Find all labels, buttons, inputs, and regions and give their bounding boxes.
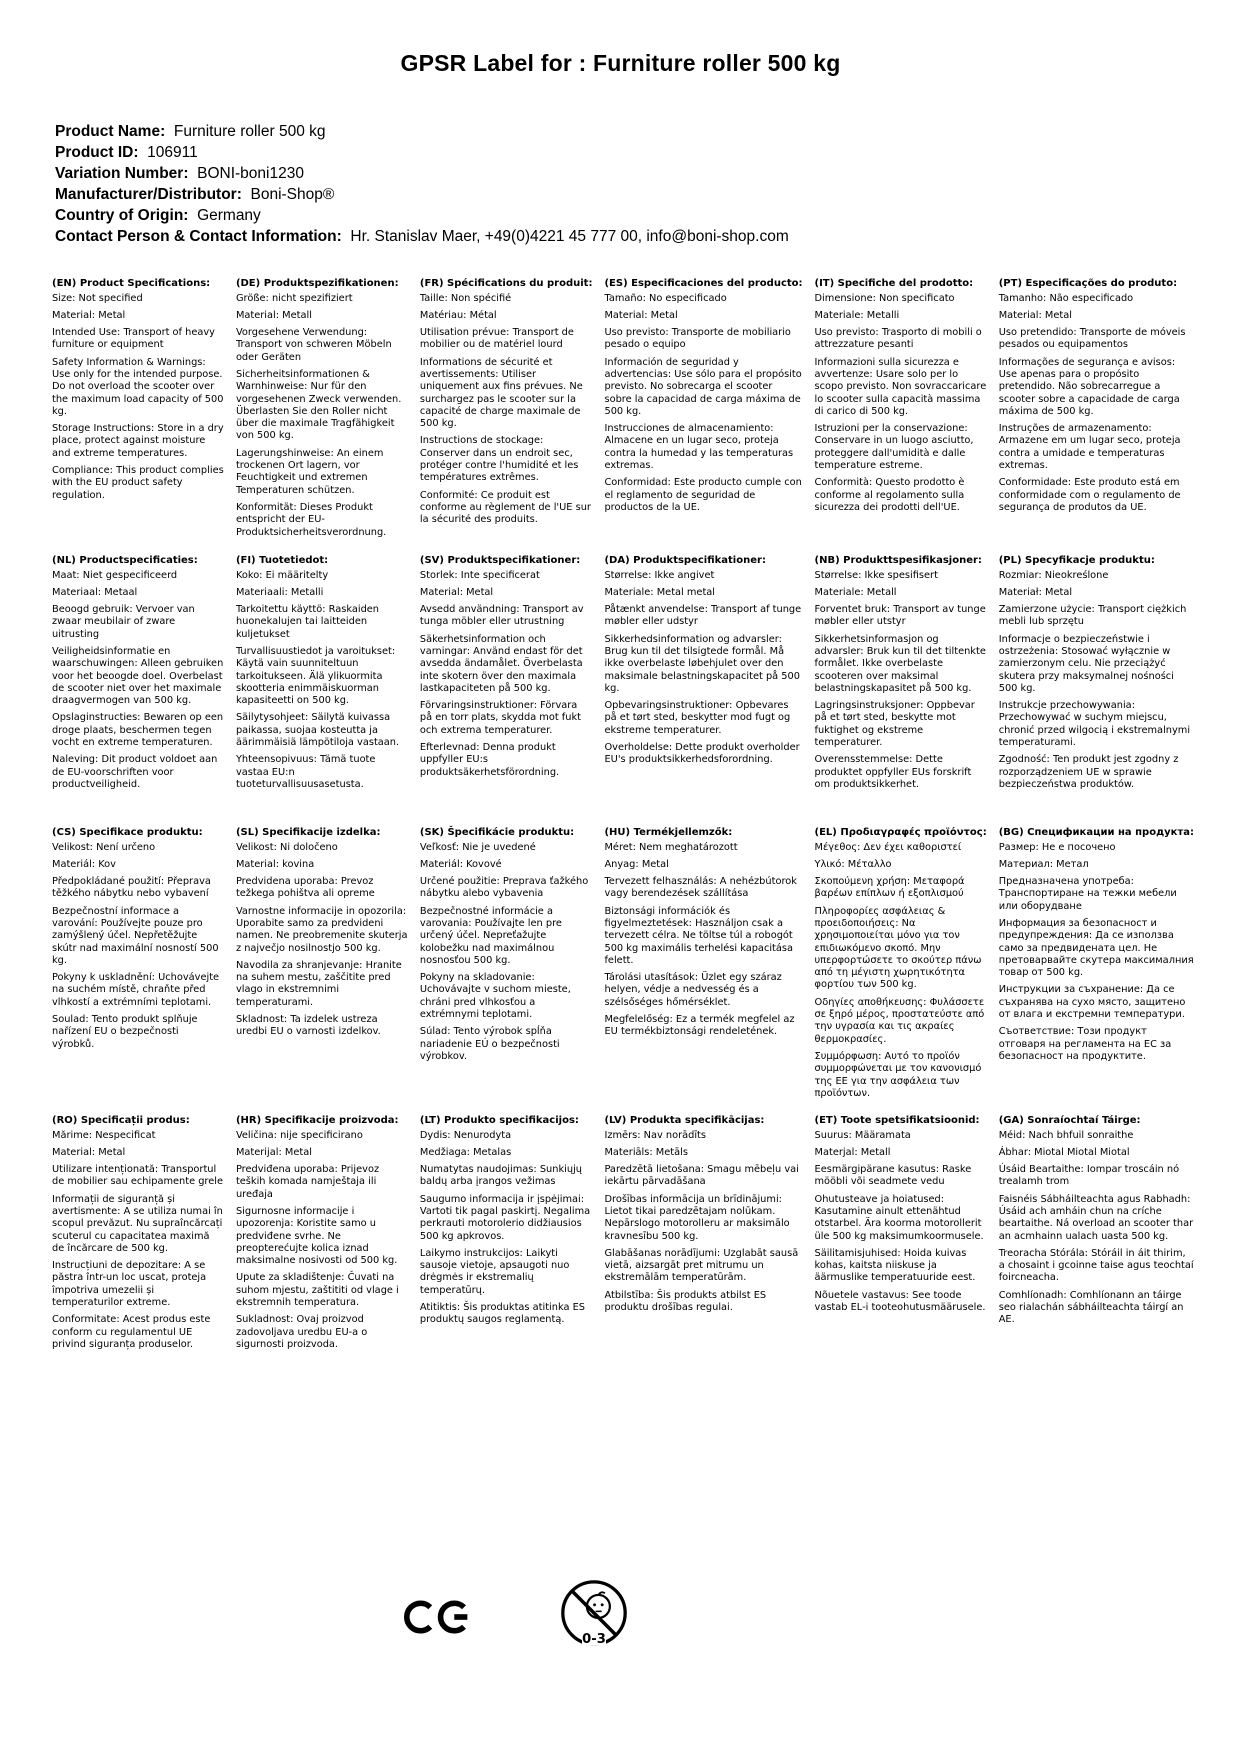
section-paragraph: Conformitate: Acest produs este conform cu regulamentul UE privind siguranța produselor. <box>52 1314 211 1350</box>
section-paragraph: Πληροφορίες ασφάλειας & προειδοποιήσεις: Να χρησιμοποιείται μόνο για τον επιδιωκόμενο σκοπό. Μην υπερφορτώσετε το σκούτερ πάνω από τη μέγιστη χωρητικότητα φορτίου των 500 kg. <box>814 905 982 991</box>
spec-section-cs <box>52 827 224 1056</box>
section-paragraph: Megfelelőség: Ez a termék megfelel az EU termékbiztonsági rendeletének. <box>604 1014 795 1038</box>
section-paragraph: Säkerhetsinformation och varningar: Använd endast för det avsedda ändamålet. Överbelasta inte skotern över den maximala lastkapaciteten på 500 kg. <box>419 633 583 694</box>
section-paragraph: Eesmärgipärane kasutus: Raske mööbli või seadmete vedu <box>814 1164 972 1188</box>
section-paragraph: Lagringsinstruksjoner: Oppbevar på et tørt sted, beskytte mot fuktighet og ekstreme temperaturer. <box>814 700 975 749</box>
section-title: (IT) Specifiche del prodotto: <box>814 278 974 289</box>
section-paragraph: Rozmiar: Nieokreślone <box>998 569 1109 581</box>
section-paragraph: Materiale: Metalli <box>814 309 900 321</box>
section-paragraph: Sikkerhetsinformasjon og advarsler: Bruk kun til det tiltenkte formålet. Ikke overbelaste scooteren over maksimal belastningskapasitet på 500 kg. <box>814 633 986 694</box>
section-paragraph: Størrelse: Ikke angivet <box>604 569 715 581</box>
section-paragraph: Uso previsto: Trasporto di mobili o attrezzature pesanti <box>814 327 982 351</box>
section-paragraph: Vorgesehene Verwendung: Transport von schweren Möbeln oder Geräten <box>235 327 392 363</box>
spec-section-hu <box>604 827 802 1044</box>
section-paragraph: Materiaal: Metaal <box>52 586 138 598</box>
section-paragraph: Konformität: Dieses Produkt entspricht der EU-Produktsicherheitsverordnung. <box>235 501 387 538</box>
section-paragraph: Treoracha Stórála: Stóráil in áit thirim, a chosaint i gcoinne taise agus teochtaí foircneacha. <box>998 1247 1194 1284</box>
section-paragraph: Anyag: Metal <box>604 858 669 870</box>
section-paragraph: Efterlevnad: Denna produkt uppfyller EU:s produktsäkerhetsförordning. <box>419 742 560 778</box>
page-title: GPSR Label for : Furniture roller 500 kg <box>400 50 841 76</box>
section-title: (RO) Specificații produs: <box>52 1115 190 1126</box>
section-paragraph: Размер: Не е посочено <box>998 841 1116 853</box>
section-paragraph: Drošības informācija un brīdinājumi: Lietot tikai paredzētajam nolūkam. Nepārslogo motorolleru ar maksimālo kravnesību 500 kg. <box>604 1193 790 1242</box>
section-paragraph: Zgodność: Ten produkt jest zgodny z rozporządzeniem UE w sprawie bezpieczeństwa produktów. <box>998 754 1179 790</box>
spec-section-bg <box>999 827 1194 1068</box>
section-paragraph: Материал: Метал <box>998 858 1089 870</box>
section-paragraph: Určené použitie: Preprava ťažkého nábytku alebo vybavenia <box>419 876 589 900</box>
section-paragraph: Material: Metal <box>998 309 1072 321</box>
spec-section-es <box>604 278 802 519</box>
section-title: (BG) Спецификации на продукта: <box>998 827 1194 838</box>
section-paragraph: Suurus: Määramata <box>814 1129 911 1141</box>
spec-section-sk <box>420 827 593 1068</box>
section-paragraph: Säilytysohjeet: Säilytä kuivassa paikassa, suojaa kosteutta ja äärimmäisiä lämpötiloja vastaan. <box>235 712 400 749</box>
spec-section-de <box>236 278 408 544</box>
section-paragraph: Påtænkt anvendelse: Transport af tunge møbler eller udstyr <box>604 604 802 628</box>
section-paragraph: Conformidade: Este produto está em conformidade com o regulamento de segurança de produtos da UE. <box>998 477 1181 513</box>
section-paragraph: Materiale: Metall <box>814 586 897 598</box>
product-field-label: Variation Number: <box>55 165 189 182</box>
section-paragraph: Tarkoitettu käyttö: Raskaiden huonekalujen tai laitteiden kuljetukset <box>235 604 380 640</box>
product-field-label: Product Name: <box>55 123 166 140</box>
product-field-value: Boni-Shop® <box>241 186 335 203</box>
section-paragraph: Sicherheitsinformationen & Warnhinweise: Nur für den vorgesehenen Zweck verwenden. Überlasten Sie den Roller nicht über die maximale Tragfähigkeit von 500 kg. <box>235 368 402 442</box>
section-title: (DE) Produktspezifikationen: <box>235 278 399 289</box>
section-paragraph: Upute za skladištenje: Čuvati na suhom mjestu, zaštititi od vlage i ekstremnih temperatura. <box>235 1272 399 1309</box>
section-paragraph: Úsáid Beartaithe: Iompar troscáin nó trealamh trom <box>998 1164 1180 1188</box>
section-paragraph: Méid: Nach bhfuil sonraithe <box>998 1129 1134 1141</box>
section-paragraph: Uso previsto: Transporte de mobiliario pesado o equipo <box>604 327 791 351</box>
section-paragraph: Инструкции за съхранение: Да се съхранява на сухо място, защитено от влага и екстремни температури. <box>998 984 1186 1021</box>
section-paragraph: Numatytas naudojimas: Sunkiųjų baldų arba įrangos vežimas <box>419 1164 582 1188</box>
section-paragraph: Atitiktis: Šis produktas atitinka ES produktų saugos reglamentą. <box>419 1302 586 1326</box>
section-paragraph: Glabāšanas norādījumi: Uzglabāt sausā vietā, aizsargāt pret mitrumu un ekstremālām temperatūrām. <box>604 1247 799 1284</box>
spec-section-pl <box>999 555 1194 796</box>
section-paragraph: Mărime: Nespecificat <box>52 1129 156 1141</box>
product-field-value: Furniture roller 500 kg <box>165 123 326 140</box>
section-paragraph: Instruções de armazenamento: Armazene em um lugar seco, proteja contra a umidade e temperaturas extremas. <box>998 423 1181 472</box>
section-paragraph: Koko: Ei määritelty <box>235 569 329 581</box>
section-paragraph: Předpokládané použití: Přeprava těžkého nábytku nebo vybavení <box>52 876 211 900</box>
section-paragraph: Materiaali: Metalli <box>235 586 324 598</box>
spec-section-el <box>815 827 987 1105</box>
spec-section-da <box>604 555 802 772</box>
section-paragraph: Instructions de stockage: Conserver dans un endroit sec, protéger contre l'humidité et les températures extrêmes. <box>419 435 579 484</box>
section-paragraph: Veiligheidsinformatie en waarschuwingen: Alleen gebruiken voor het beoogde doel. Overbelast de scooter niet over het maximale draagvermogen van 500 kg. <box>52 645 224 707</box>
section-paragraph: Intended Use: Transport of heavy furniture or equipment <box>52 327 215 351</box>
product-field <box>55 205 1181 226</box>
language-sections-grid <box>52 278 1194 1356</box>
spec-section-pt <box>999 278 1194 519</box>
section-paragraph: Materiał: Metal <box>998 586 1073 598</box>
section-paragraph: Material: Metal <box>604 309 678 321</box>
spec-section-lt <box>420 1115 593 1332</box>
section-paragraph: Taille: Non spécifié <box>419 292 512 304</box>
section-paragraph: Material: Metal <box>52 1146 126 1158</box>
age-range-label: 0-3 <box>582 1632 606 1648</box>
section-paragraph: Dydis: Nenurodyta <box>419 1129 512 1141</box>
section-paragraph: Súlad: Tento výrobok spĺňa nariadenie EÚ o bezpečnosti výrobkov. <box>419 1026 560 1062</box>
section-paragraph: Informações de segurança e avisos: Use apenas para o propósito pretendido. Não sobrecarregue a scooter sobre a capacidade de carga máxima de 500 kg. <box>998 356 1180 417</box>
product-field-label: Manufacturer/Distributor: <box>55 186 242 203</box>
section-paragraph: Informacje o bezpieczeństwie i ostrzeżenia: Stosować wyłącznie w zamierzonym celu. Nie przeciążyć skutera przy maksymalnej nośności 500 kg. <box>998 633 1174 694</box>
product-field-label: Product ID: <box>55 144 139 161</box>
section-paragraph: Förvaringsinstruktioner: Förvara på en torr plats, skydda mot fukt och extrema temperaturer. <box>419 700 581 736</box>
section-paragraph: Materijal: Metal <box>235 1146 312 1158</box>
section-paragraph: Matériau: Métal <box>419 309 497 321</box>
section-paragraph: Size: Not specified <box>52 292 143 304</box>
product-field-value: Hr. Stanislav Maer, +49(0)4221 45 777 00, info@boni-shop.com <box>341 228 789 245</box>
section-paragraph: Material: Metal <box>419 586 494 598</box>
section-paragraph: Overholdelse: Dette produkt overholder EU's produktsikkerhedsforordning. <box>604 742 800 766</box>
section-paragraph: Pokyny na skladovanie: Uchovávajte v suchom mieste, chráni pred vlhkosťou a extrémnymi teplotami. <box>419 972 571 1021</box>
section-paragraph: Materjal: Metall <box>814 1146 891 1158</box>
spec-section-nl <box>52 555 224 796</box>
product-field <box>55 121 1181 142</box>
section-paragraph: Overensstemmelse: Dette produktet oppfyller EUs forskrift om produktsikkerhet. <box>814 754 972 790</box>
section-paragraph: Forventet bruk: Transport av tunge møbler eller utstyr <box>814 604 986 628</box>
product-field <box>55 163 1181 184</box>
section-title: (HR) Specifikacije proizvoda: <box>235 1115 399 1126</box>
section-paragraph: Sikkerhedsinformation og advarsler: Brug kun til det tilsigtede formål. Må ikke overbelaste løbehjulet over den maksimale belastningskapacitet på 500 kg. <box>604 633 800 694</box>
section-paragraph: Utilisation prévue: Transport de mobilier ou de matériel lourd <box>419 327 574 351</box>
section-paragraph: Opslaginstructies: Bewaren op een droge plaats, beschermen tegen vocht en extreme temperaturen. <box>52 712 224 749</box>
section-paragraph: Materiāls: Metāls <box>604 1146 688 1158</box>
section-paragraph: Veličina: nije specificirano <box>235 1129 363 1141</box>
section-paragraph: Sigurnosne informacije i upozorenja: Koristite samo u predviđene svrhe. Ne preopterećujte kolica iznad maksimalne nosivosti od 500 kg. <box>235 1205 398 1267</box>
section-paragraph: Nõuetele vastavus: See toode vastab EL-i tooteohutusmäärusele. <box>814 1289 986 1314</box>
section-paragraph: Съответствие: Този продукт отговаря на регламента на ЕС за безопасност на продуктите. <box>998 1026 1172 1062</box>
section-paragraph: Uso pretendido: Transporte de móveis pesados ou equipamentos <box>998 327 1186 351</box>
section-title: (SL) Specifikacije izdelka: <box>235 827 381 838</box>
section-paragraph: Conformité: Ce produit est conforme au règlement de l'UE sur la sécurité des produits. <box>419 489 591 526</box>
section-paragraph: Compliance: This product complies with the EU product safety regulation. <box>52 465 224 501</box>
section-paragraph: Conformità: Questo prodotto è conforme al regolamento sulla sicurezza dei prodotti dell'UE. <box>814 477 965 513</box>
section-paragraph: Materiál: Kov <box>52 858 116 870</box>
section-paragraph: Navodila za shranjevanje: Hranite na suhem mestu, zaščitite pred vlago in ekstremnimi temperaturami. <box>235 959 402 1008</box>
section-paragraph: Avsedd användning: Transport av tunga möbler eller utrustning <box>419 604 584 628</box>
section-paragraph: Paredzētā lietošana: Smagu mēbeļu vai iekārtu pārvadāšana <box>604 1164 799 1188</box>
section-paragraph: Bezpečnostné informácie a varovania: Používajte len pre určený účel. Nepreťažujte kolobežku nad maximálnou nosnosťou 500 kg. <box>419 905 562 966</box>
section-paragraph: Material: Metal <box>52 309 126 321</box>
product-field-label: Contact Person & Contact Information: <box>55 228 342 245</box>
section-paragraph: Información de seguridad y advertencias: Use sólo para el propósito previsto. No sobrecarga el scooter sobre la capacidad de carga máxima de 500 kg. <box>604 356 802 417</box>
section-paragraph: Opbevaringsinstruktioner: Opbevares på et tørt sted, beskytter mod fugt og ekstreme temperaturer. <box>604 700 791 736</box>
section-paragraph: Sukladnost: Ovaj proizvod zadovoljava uredbu EU-a o sigurnosti proizvoda. <box>235 1314 368 1350</box>
section-title: (EN) Product Specifications: <box>52 278 211 289</box>
section-title: (SK) Špecifikácie produktu: <box>419 827 575 838</box>
section-paragraph: Material: kovina <box>235 858 315 870</box>
section-paragraph: Υλικό: Μέταλλο <box>814 858 892 870</box>
section-paragraph: Istruzioni per la conservazione: Conservare in un luogo asciutto, proteggere dall'umidità e dalle temperature estreme. <box>814 423 974 472</box>
spec-section-sv <box>420 555 593 784</box>
section-paragraph: Material: Metall <box>235 309 312 321</box>
section-paragraph: Tárolási utasítások: Üzlet egy száraz helyen, védje a nedvesség és a szélsőséges hőmérséklet. <box>604 972 782 1008</box>
section-paragraph: Turvallisuustiedot ja varoitukset: Käytä vain suunniteltuun tarkoitukseen. Älä ylikuormita skootteria enimmäiskuorman kapasiteetti on 500 kg. <box>235 645 396 707</box>
section-paragraph: Tamaño: No especificado <box>604 292 727 304</box>
spec-section-ga <box>999 1115 1194 1332</box>
section-paragraph: Conformidad: Este producto cumple con el reglamento de seguridad de productos de la UE. <box>604 477 802 513</box>
section-paragraph: Größe: nicht spezifiziert <box>235 292 353 304</box>
section-paragraph: Laikymo instrukcijos: Laikyti sausoje vietoje, apsaugoti nuo drėgmės ir ekstremalių temperatūrų. <box>419 1247 570 1296</box>
section-paragraph: Utilizare intenționată: Transportul de mobilier sau echipamente grele <box>52 1164 224 1188</box>
spec-section-nb <box>815 555 987 796</box>
section-paragraph: Tervezett felhasználás: A nehézbútorok vagy berendezések szállítása <box>604 876 797 900</box>
section-paragraph: Μέγεθος: Δεν έχει καθοριστεί <box>814 841 962 853</box>
product-field-value: BONI-boni1230 <box>188 165 304 182</box>
section-title: (LV) Produkta specifikācijas: <box>604 1115 765 1126</box>
product-field-value: Germany <box>188 207 261 224</box>
section-paragraph: Bezpečnostní informace a varování: Používejte pouze pro zamýšlený účel. Nepřetěžujte skútr nad maximální nosností 500 kg. <box>52 905 219 966</box>
section-paragraph: Pokyny k uskladnění: Uchovávejte na suchém místě, chraňte před vlhkostí a extrémními teplotami. <box>52 972 220 1008</box>
section-paragraph: Naleving: Dit product voldoet aan de EU-voorschriften voor productveiligheid. <box>52 754 218 790</box>
product-info-block <box>55 121 1181 247</box>
section-paragraph: Предназначена употреба: Транспортиране на тежки мебели или оборудване <box>998 876 1177 912</box>
section-paragraph: Maat: Niet gespecificeerd <box>52 569 178 581</box>
section-paragraph: Zamierzone użycie: Transport ciężkich mebli lub sprzętu <box>998 604 1187 628</box>
section-paragraph: Størrelse: Ikke spesifisert <box>814 569 938 581</box>
section-paragraph: Méret: Nem meghatározott <box>604 841 738 853</box>
section-paragraph: Informazioni sulla sicurezza e avvertenze: Usare solo per lo scopo previsto. Non sovraccaricare lo scooter sulla capacità massima di carico di 500 kg. <box>814 356 987 417</box>
section-paragraph: Instrucciones de almacenamiento: Almacene en un lugar seco, proteja contra la humedad y las temperaturas extremas. <box>604 423 794 472</box>
section-paragraph: Ábhar: Miotal Miotal Miotal <box>998 1146 1130 1158</box>
section-title: (CS) Specifikace produktu: <box>52 827 203 838</box>
section-title: (FR) Spécifications du produit: <box>419 278 593 289</box>
spec-section-et <box>815 1115 987 1319</box>
footer-symbols <box>0 1570 1241 1670</box>
section-paragraph: Safety Information & Warnings: Use only for the intended purpose. Do not overload the scooter over the maximum load capacity of 500 kg. <box>52 356 224 417</box>
spec-section-en <box>52 278 224 507</box>
product-field <box>55 226 1181 247</box>
section-paragraph: Σκοπούμενη χρήση: Μεταφορά βαρέων επίπλων ή εξοπλισμού <box>814 876 965 900</box>
section-paragraph: Velikost: Není určeno <box>52 841 156 853</box>
section-paragraph: Materiale: Metal metal <box>604 586 716 598</box>
section-paragraph: Velikost: Ni določeno <box>235 841 338 853</box>
section-paragraph: Biztonsági információk és figyelmeztetések: Használjon csak a tervezett célra. Ne töltse túl a robogót 500 kg maximális terhelési kapacitása felett. <box>604 905 794 966</box>
section-title: (ES) Especificaciones del producto: <box>604 278 803 289</box>
section-paragraph: Dimensione: Non specificato <box>814 292 955 304</box>
spec-section-fr <box>420 278 593 532</box>
section-paragraph: Predviđena uporaba: Prijevoz teških komada namještaja ili uređaja <box>235 1164 380 1200</box>
section-paragraph: Tamanho: Não especificado <box>998 292 1134 304</box>
spec-section-hr <box>236 1115 408 1356</box>
section-title: (HU) Termékjellemzők: <box>604 827 733 838</box>
section-paragraph: Informations de sécurité et avertissements: Utiliser uniquement aux fins prévues. Ne surchargez pas le scooter sur la capacité de charge maximale de 500 kg. <box>419 356 583 430</box>
product-field-value: 106911 <box>138 144 198 161</box>
section-paragraph: Lagerungshinweise: An einem trockenen Ort lagern, vor Feuchtigkeit und extremen Temperaturen schützen. <box>235 447 384 496</box>
age-warning-0-3-icon <box>559 1570 629 1656</box>
section-title: (PT) Especificações do produto: <box>998 278 1178 289</box>
section-paragraph: Informații de siguranță și avertismente: A se utiliza numai în scopul prevăzut. Nu supraîncărcați scuterul cu capacitatea maximă de încărcare de 500 kg. <box>52 1193 223 1254</box>
product-field <box>55 184 1181 205</box>
spec-section-it <box>815 278 987 519</box>
spec-section-ro <box>52 1115 224 1356</box>
baby-face-icon <box>587 1595 610 1618</box>
section-paragraph: Storage Instructions: Store in a dry place, protect against moisture and extreme temperatures. <box>52 423 224 459</box>
section-paragraph: Οδηγίες αποθήκευσης: Φυλάσσετε σε ξηρό μέρος, προστατεύστε από την υγρασία και τις ακραίες θερμοκρασίες. <box>814 996 985 1045</box>
spec-section-lv <box>604 1115 802 1319</box>
section-paragraph: Skladnost: Ta izdelek ustreza uredbi EU o varnosti izdelkov. <box>235 1014 381 1038</box>
section-paragraph: Storlek: Inte specificerat <box>419 569 540 581</box>
section-paragraph: Instrukcje przechowywania: Przechowywać w suchym miejscu, chronić przed wilgocią i ekstremalnymi temperaturami. <box>998 700 1191 749</box>
section-title: (ET) Toote spetsifikatsioonid: <box>814 1115 980 1126</box>
section-paragraph: Faisnéis Sábháilteachta agus Rabhadh: Úsáid ach amháin chun na críche beartaithe. Ná overload an scooter thar an acmhainn ualach uasta 500 kg. <box>998 1193 1194 1242</box>
section-paragraph: Predvidena uporaba: Prevoz težkega pohištva ali opreme <box>235 876 375 900</box>
section-paragraph: Συμμόρφωση: Αυτό το προϊόν συμμορφώνεται με τον κανονισμό της ΕΕ για την ασφάλεια των προϊόντων. <box>814 1050 982 1099</box>
product-field <box>55 142 1181 163</box>
section-title: (LT) Produkto specifikacijos: <box>419 1115 579 1126</box>
section-paragraph: Saugumo informacija ir įspėjimai: Vartoti tik pagal paskirtį. Negalima perkrauti motorolerio didžiausios 500 kg apkrovos. <box>419 1193 591 1242</box>
section-paragraph: Beoogd gebruik: Vervoer van zwaar meubilair of zware uitrusting <box>52 604 195 640</box>
section-paragraph: Izmērs: Nav norādīts <box>604 1129 706 1141</box>
section-title: (DA) Produktspecifikationer: <box>604 555 766 566</box>
section-title: (GA) Sonraíochtaí Táirge: <box>998 1115 1141 1126</box>
section-paragraph: Информация за безопасност и предупреждения: Да се използва само за предвидената цел. Не претоварвайте скутера максималния товар от 500 kg. <box>998 917 1194 979</box>
spec-section-fi <box>236 555 408 796</box>
section-title: (NB) Produkttspesifikasjoner: <box>814 555 982 566</box>
spec-section-sl <box>236 827 408 1044</box>
section-paragraph: Ohutusteave ja hoiatused: Kasutamine ainult ettenähtud otstarbel. Ära koorma motorollerit üle 500 kg maksimumkoormusele. <box>814 1193 984 1242</box>
section-paragraph: Medžiaga: Metalas <box>419 1146 512 1158</box>
section-paragraph: Yhteensopivuus: Tämä tuote vastaa EU:n tuoteturvallisuusasetusta. <box>235 754 376 790</box>
section-paragraph: Instrucțiuni de depozitare: A se păstra într-un loc uscat, proteja împotriva umezelii și temperaturilor extreme. <box>52 1260 207 1309</box>
section-paragraph: Veľkosť: Nie je uvedené <box>419 841 536 853</box>
section-paragraph: Materiál: Kovové <box>419 858 502 870</box>
section-title: (EL) Προδιαγραφές προϊόντος: <box>814 827 987 838</box>
section-paragraph: Säilitamisjuhised: Hoida kuivas kohas, kaitsta niiskuse ja äärmuslike temperatuuride eest. <box>814 1247 976 1284</box>
ce-mark-icon <box>403 1588 473 1646</box>
section-paragraph: Comhlíonadh: Comhlíonann an táirge seo rialachán sábháilteachta táirgí an AE. <box>998 1289 1184 1326</box>
section-paragraph: Atbilstība: Šis produkts atbilst ES produktu drošības regulai. <box>604 1289 767 1314</box>
product-field-label: Country of Origin: <box>55 207 189 224</box>
section-title: (FI) Tuotetiedot: <box>235 555 329 566</box>
section-title: (PL) Specyfikacje produktu: <box>998 555 1155 566</box>
section-title: (NL) Productspecificaties: <box>52 555 198 566</box>
section-paragraph: Soulad: Tento produkt splňuje nařízení EU o bezpečnosti výrobků. <box>52 1014 198 1050</box>
section-title: (SV) Produktspecifikationer: <box>419 555 581 566</box>
section-paragraph: Varnostne informacije in opozorila: Uporabite samo za predvideni namen. Ne preobremenite skuterja z največjo nosilnostjo 500 kg. <box>235 905 408 954</box>
